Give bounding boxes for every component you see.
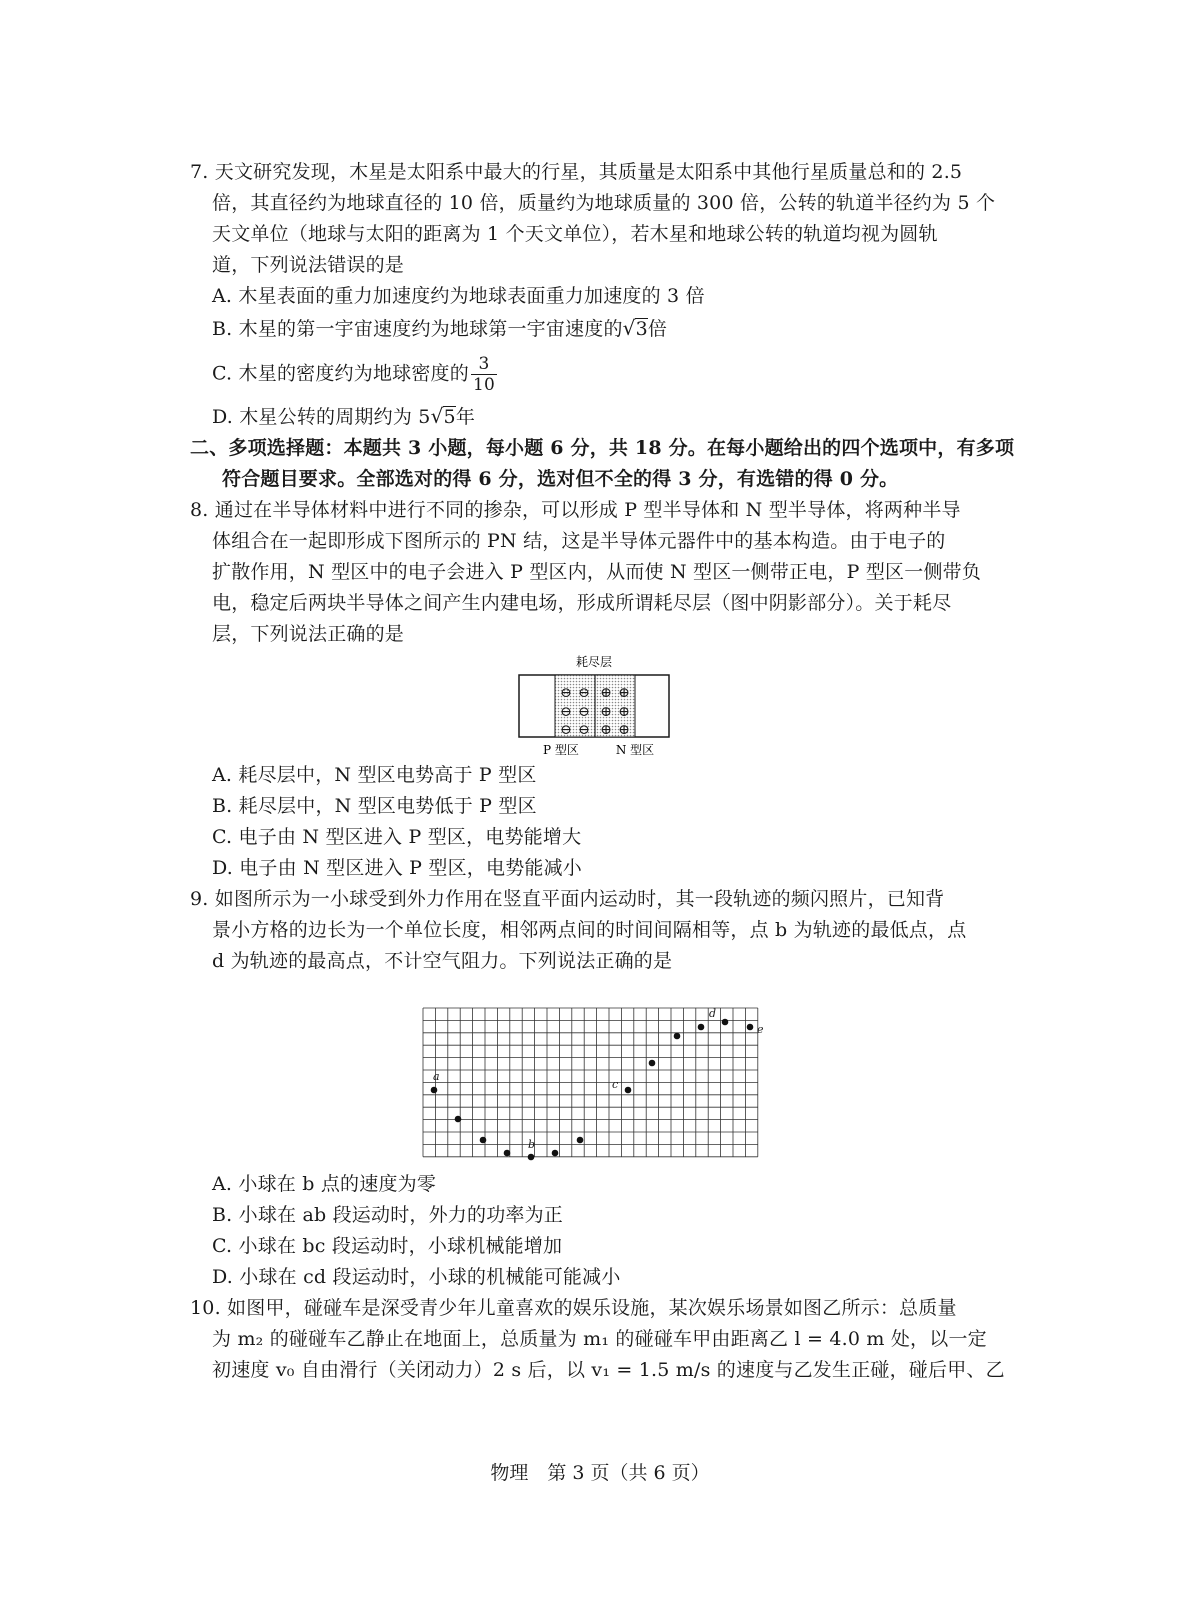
- grid-background: [423, 1008, 758, 1157]
- q9-option-a: A. 小球在 b 点的速度为零: [212, 1173, 437, 1195]
- q10-line-3: 初速度 v₀ 自由滑行（关闭动力）2 s 后，以 v₁ = 1.5 m/s 的速度与乙发生正碰，碰后甲、乙: [212, 1359, 1005, 1381]
- q9-line-1: 9. 如图所示为一小球受到外力作用在竖直平面内运动时，其一段轨迹的频闪照片，已知背: [190, 888, 945, 910]
- trajectory-point: [649, 1060, 656, 1067]
- q7-line-3: 天文单位（地球与太阳的距离为 1 个天文单位），若木星和地球公转的轨道均视为圆轨: [212, 223, 938, 245]
- fraction-numerator: 3: [471, 354, 497, 375]
- q8-line-2: 体组合在一起即形成下图所示的 PN 结，这是半导体元器件中的基本构造。由于电子的: [212, 530, 946, 552]
- q7-option-c-fraction: [471, 354, 497, 395]
- depletion-layer-label: 耗尽层: [575, 655, 613, 669]
- point-label-d: d: [709, 1007, 717, 1020]
- q7-option-d-suffix: 年: [455, 406, 476, 428]
- trajectory-point: [480, 1137, 487, 1144]
- trajectory-point: [698, 1024, 705, 1031]
- n-region-label: N 型区: [615, 743, 655, 757]
- trajectory-point: [431, 1087, 438, 1094]
- strobe-grid-diagram: [420, 980, 770, 1170]
- q8-line-5: 层，下列说法正确的是: [212, 623, 405, 645]
- q9-option-d: D. 小球在 cd 段运动时，小球的机械能可能减小: [212, 1266, 621, 1288]
- trajectory-points: [431, 1019, 754, 1161]
- negative-ion: ⊖: [560, 685, 572, 701]
- trajectory-point: [674, 1033, 681, 1040]
- page-footer: 物理 第 3 页（共 6 页）: [490, 1462, 710, 1484]
- q9-option-c: C. 小球在 bc 段运动时，小球机械能增加: [212, 1235, 563, 1257]
- negative-ion: ⊖: [578, 722, 590, 738]
- negative-ion: ⊖: [560, 722, 572, 738]
- positive-ion: ⊕: [600, 722, 612, 738]
- trajectory-point: [504, 1150, 511, 1157]
- q8-line-4: 电，稳定后两块半导体之间产生内建电场，形成所谓耗尽层（图中阴影部分）。关于耗尽: [212, 592, 952, 614]
- point-label-c: c: [612, 1078, 619, 1091]
- trajectory-point: [625, 1087, 632, 1094]
- q7-option-b: [212, 316, 667, 341]
- positive-ion: ⊕: [618, 685, 630, 701]
- sqrt-sign: √: [430, 404, 444, 428]
- point-label-a: a: [433, 1070, 440, 1083]
- q8-option-b: B. 耗尽层中，N 型区电势低于 P 型区: [212, 795, 537, 817]
- trajectory-point: [528, 1154, 535, 1161]
- pn-junction-diagram: [500, 650, 700, 760]
- trajectory-point: [747, 1024, 754, 1031]
- positive-ion: ⊕: [618, 704, 630, 720]
- trajectory-point: [552, 1150, 559, 1157]
- q7-option-b-text: B. 木星的第一宇宙速度约为地球第一宇宙速度的: [212, 318, 623, 340]
- q7-line-2: 倍，其直径约为地球直径的 10 倍，质量约为地球质量的 300 倍，公转的轨道半径约为 5 个: [212, 192, 996, 214]
- negative-ion: ⊖: [578, 685, 590, 701]
- trajectory-point: [455, 1116, 462, 1123]
- q7-option-c-text: C. 木星的密度约为地球密度的: [212, 362, 469, 385]
- q7-line-1: 7. 天文研究发现，木星是太阳系中最大的行星，其质量是太阳系中其他行星质量总和的 2.5: [190, 161, 963, 183]
- q7-option-b-suffix: 倍: [647, 318, 668, 340]
- q7-option-c: [212, 354, 497, 395]
- q8-option-c: C. 电子由 N 型区进入 P 型区，电势能增大: [212, 826, 582, 848]
- positive-ion: ⊕: [600, 685, 612, 701]
- q9-option-b: B. 小球在 ab 段运动时，外力的功率为正: [212, 1204, 564, 1226]
- p-region-label: P 型区: [543, 743, 579, 757]
- q10-line-1: 10. 如图甲，碰碰车是深受青少年儿童喜欢的娱乐设施，某次娱乐场景如图乙所示：总质量: [190, 1297, 957, 1319]
- q9-line-3: d 为轨迹的最高点，不计空气阻力。下列说法正确的是: [212, 950, 673, 972]
- q7-option-d: [212, 404, 475, 429]
- q7-option-a: A. 木星表面的重力加速度约为地球表面重力加速度的 3 倍: [212, 285, 705, 307]
- q10-line-2: 为 m₂ 的碰碰车乙静止在地面上，总质量为 m₁ 的碰碰车甲由距离乙 l = 4.0 m 处，以一定: [212, 1328, 987, 1350]
- trajectory-point: [722, 1019, 729, 1026]
- q7-option-d-sqrt: 5: [443, 406, 456, 428]
- positive-ion: ⊕: [600, 704, 612, 720]
- section-2-title: 二、多项选择题：本题共 3 小题，每小题 6 分，共 18 分。在每小题给出的四个选项中，有多项: [190, 437, 1015, 459]
- q9-line-2: 景小方格的边长为一个单位长度，相邻两点间的时间间隔相等，点 b 为轨迹的最低点，点: [212, 919, 967, 941]
- q8-line-3: 扩散作用，N 型区中的电子会进入 P 型区内，从而使 N 型区一侧带正电，P 型区一侧带负: [212, 561, 982, 583]
- fraction-denominator: 10: [472, 375, 495, 395]
- q7-option-d-text: D. 木星公转的周期约为 5: [212, 406, 431, 428]
- point-label-b: b: [528, 1138, 536, 1151]
- q7-option-b-sqrt: 3: [635, 318, 648, 340]
- q8-option-d: D. 电子由 N 型区进入 P 型区，电势能减小: [212, 857, 583, 879]
- section-2-instructions: 符合题目要求。全部选对的得 6 分，选对但不全的得 3 分，有选错的得 0 分。: [222, 468, 899, 490]
- q8-option-a: A. 耗尽层中，N 型区电势高于 P 型区: [212, 764, 537, 786]
- q7-line-4: 道，下列说法错误的是: [212, 254, 405, 276]
- negative-ion: ⊖: [578, 704, 590, 720]
- positive-ion: ⊕: [618, 722, 630, 738]
- trajectory-point: [577, 1137, 584, 1144]
- negative-ion: ⊖: [560, 704, 572, 720]
- point-label-e: e: [757, 1023, 764, 1036]
- q8-line-1: 8. 通过在半导体材料中进行不同的掺杂，可以形成 P 型半导体和 N 型半导体，将两种半导: [190, 499, 961, 521]
- sqrt-sign: √: [622, 316, 636, 340]
